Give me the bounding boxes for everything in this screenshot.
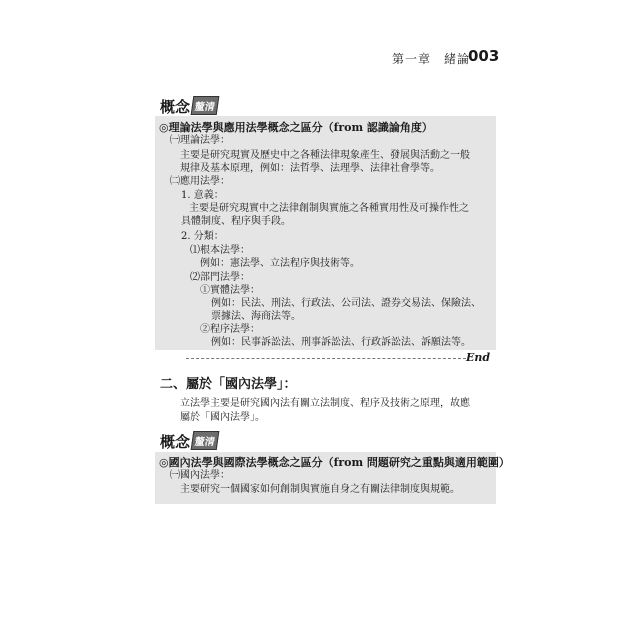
box1-line: 例如：民法、刑法、行政法、公司法、證券交易法、保險法、 <box>211 298 481 309</box>
concept-title: 概念 <box>160 433 191 451</box>
chapter-header: 第一章 緒論 <box>392 52 471 66</box>
end-mark: End <box>466 351 491 364</box>
box2-title: ◎國內法學與國際法學概念之區分（from 問題研究之重點與適用範圍） <box>159 456 510 469</box>
box1-title: ◎理論法學與應用法學概念之區分（from 認識論角度） <box>159 121 433 134</box>
box1-line: 主要是研究現實中之法律創制與實施之各種實用性及可操作性之 <box>189 203 469 214</box>
box1-line: ㈠理論法學： <box>170 135 230 146</box>
box1-line: ⑴根本法學： <box>190 245 250 256</box>
concept-heading-2 <box>160 431 218 452</box>
box1-line: 主要是研究現實及歷史中之各種法律現象產生、發展與活動之一般 <box>180 150 470 161</box>
box1-line: 1. 意義： <box>181 190 224 201</box>
box1-line: 具體制度、程序與手段。 <box>181 216 291 227</box>
concept-heading-1 <box>160 96 218 117</box>
section-heading: 二、屬於「國內法學」： <box>160 377 297 392</box>
concept-title: 概念 <box>160 98 191 116</box>
section-line: 屬於「國內法學」。 <box>180 412 265 423</box>
section-line: 立法學主要是研究國內法有關立法制度、程序及技術之原理，故應 <box>180 398 470 409</box>
box1-line: 規律及基本原理，例如：法哲學、法理學、法律社會學等。 <box>180 163 440 174</box>
page-number: 003 <box>468 47 500 65</box>
box1-line: 票據法、海商法等。 <box>211 311 301 322</box>
box1-line: ㈡應用法學： <box>170 176 230 187</box>
box2-line: ㈠國內法學： <box>170 470 230 481</box>
box1-line: 例如：憲法學、立法程序與技術等。 <box>200 258 360 269</box>
box1-line: ②程序法學： <box>200 324 260 335</box>
box1-line: 2. 分類： <box>181 231 224 242</box>
box2-line: 主要研究一個國家如何創制與實施自身之有關法律制度與規範。 <box>180 484 460 495</box>
concept-badge: 釐清 <box>191 96 220 115</box>
box1-line: 例如：民事訴訟法、刑事訴訟法、行政訴訟法、訴願法等。 <box>211 337 471 348</box>
end-separator <box>186 358 466 359</box>
box1-line: ①實體法學： <box>200 285 260 296</box>
concept-badge: 釐清 <box>191 431 220 450</box>
box1-line: ⑵部門法學： <box>190 272 250 283</box>
